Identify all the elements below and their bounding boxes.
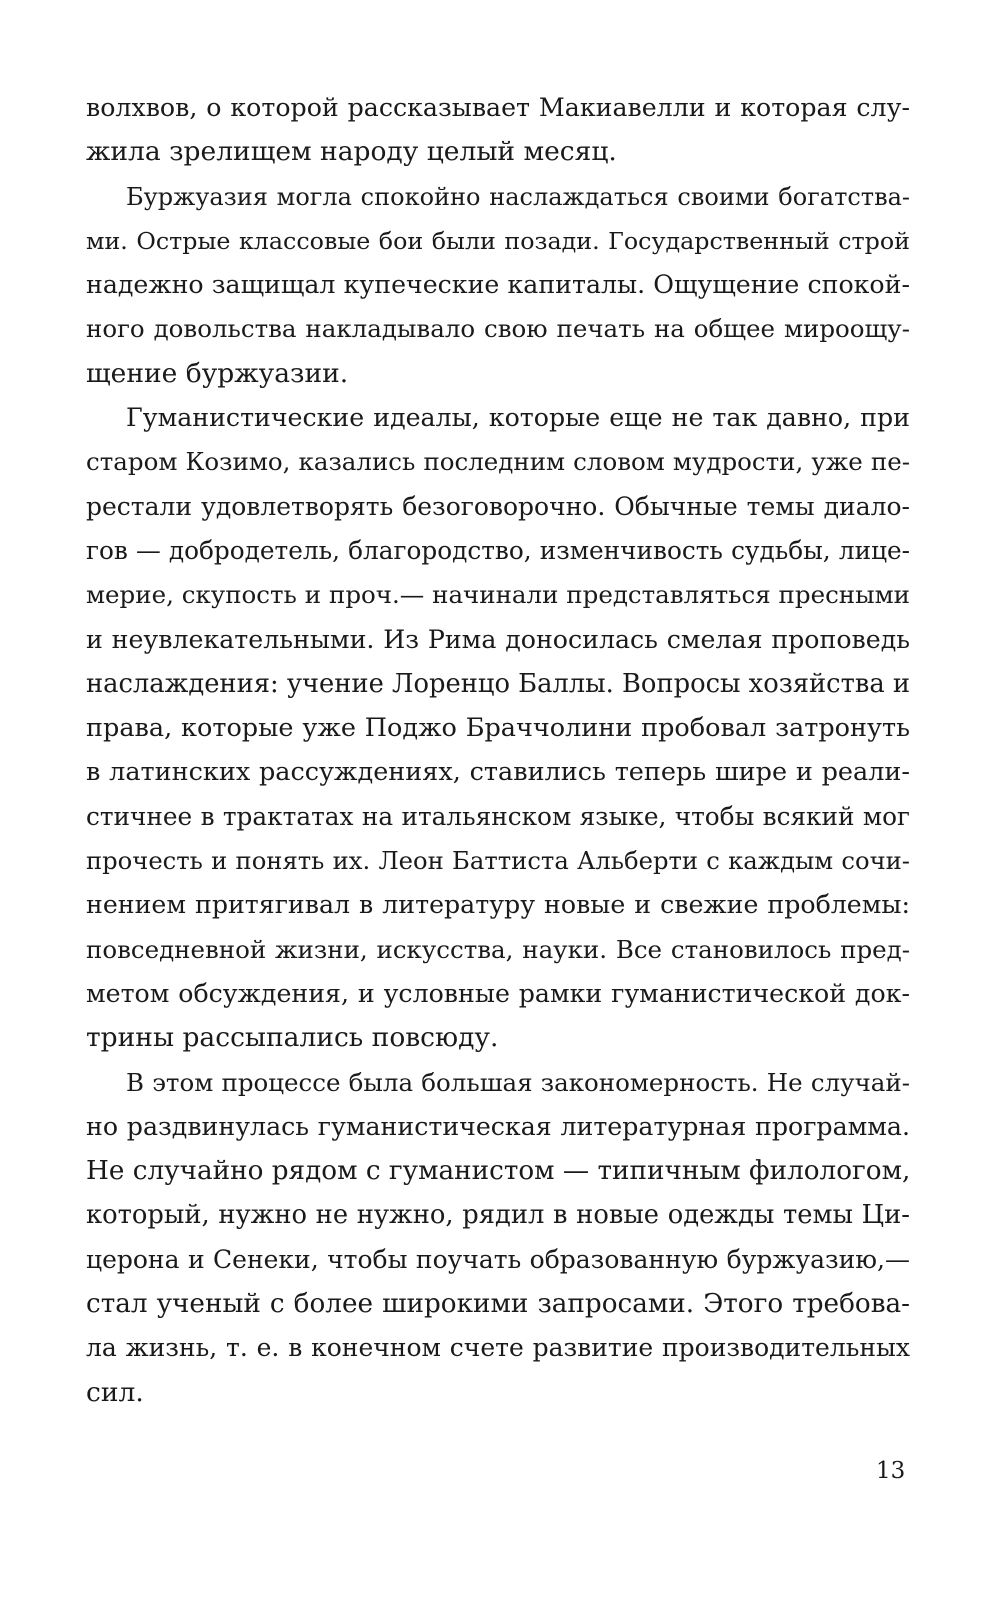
text-line: Не случайно рядом с гуманистом — типичным филологом, (86, 1156, 911, 1187)
text-line: стал ученый с более широкими запросами. Этого требова- (86, 1289, 910, 1320)
text-line: метом обсуждения, и условные рамки гуманистической док- (86, 978, 910, 1008)
text-line: в латинских рассуждениях, ставились теперь шире и реали- (86, 757, 910, 788)
text-line: рестали удовлетворять безоговорочно. Обычные темы диало- (86, 491, 910, 521)
text-line: мерие, скупость и проч.— начинали представляться пресными (86, 580, 910, 610)
paragraph (86, 86, 910, 175)
paragraph (86, 396, 910, 1060)
text-line: стичнее в трактатах на итальянском языке, чтобы всякий мог (86, 801, 910, 831)
text-line: но раздвинулась гуманистическая литературная программа. (86, 1111, 910, 1141)
text-line: и неувлекательными. Из Рима доносилась смелая проповедь (86, 624, 910, 654)
text-line: ного довольства накладывало свою печать на общее мироощу- (86, 314, 910, 344)
text-line: трины рассыпались повсюду. (86, 1022, 499, 1054)
text-line: старом Козимо, казались последним словом мудрости, уже пе- (86, 447, 910, 477)
text-line: наслаждения: учение Лоренцо Баллы. Вопросы хозяйства и (86, 668, 911, 699)
text-line: щение буржуазии. (86, 357, 349, 389)
text-line: жила зрелищем народу целый месяц. (86, 136, 617, 168)
text-line: ми. Острые классовые бои были позади. Государственный строй (86, 226, 910, 255)
text-line: гов — добродетель, благородство, изменчивость судьбы, лице- (86, 535, 910, 565)
text-line: права, которые уже Поджо Браччолини пробовал затронуть (86, 713, 910, 744)
text-line: Буржуазия могла спокойно наслаждаться своими богатства- (126, 182, 910, 211)
text-line: который, нужно не нужно, рядил в новые одежды темы Ци- (86, 1200, 910, 1231)
text-line: прочесть и понять их. Леон Баттиста Альберти с каждым сочи- (86, 846, 910, 876)
text-line: Гуманистические идеалы, которые еще не так давно, при (126, 403, 910, 433)
text-line: ла жизнь, т. е. в конечном счете развитие производительных (86, 1333, 910, 1363)
text-line: В этом процессе была большая закономерность. Не случай- (126, 1067, 910, 1097)
paragraph (86, 175, 910, 396)
text-line: нением притягивал в литературу новые и свежие проблемы: (86, 890, 910, 920)
text-line: надежно защищал купеческие капиталы. Ощущение спокой- (86, 270, 910, 300)
page-number: 13 (876, 1458, 906, 1484)
text-line: волхвов, о которой рассказывает Макиавелли и которая слу- (86, 93, 910, 122)
paragraph (86, 1061, 910, 1415)
body-text (86, 86, 910, 1415)
text-line: повседневной жизни, искусства, науки. Все становилось пред- (86, 934, 910, 964)
text-line: сил. (86, 1376, 144, 1408)
text-line: церона и Сенеки, чтобы поучать образованную буржуазию,— (86, 1244, 910, 1274)
